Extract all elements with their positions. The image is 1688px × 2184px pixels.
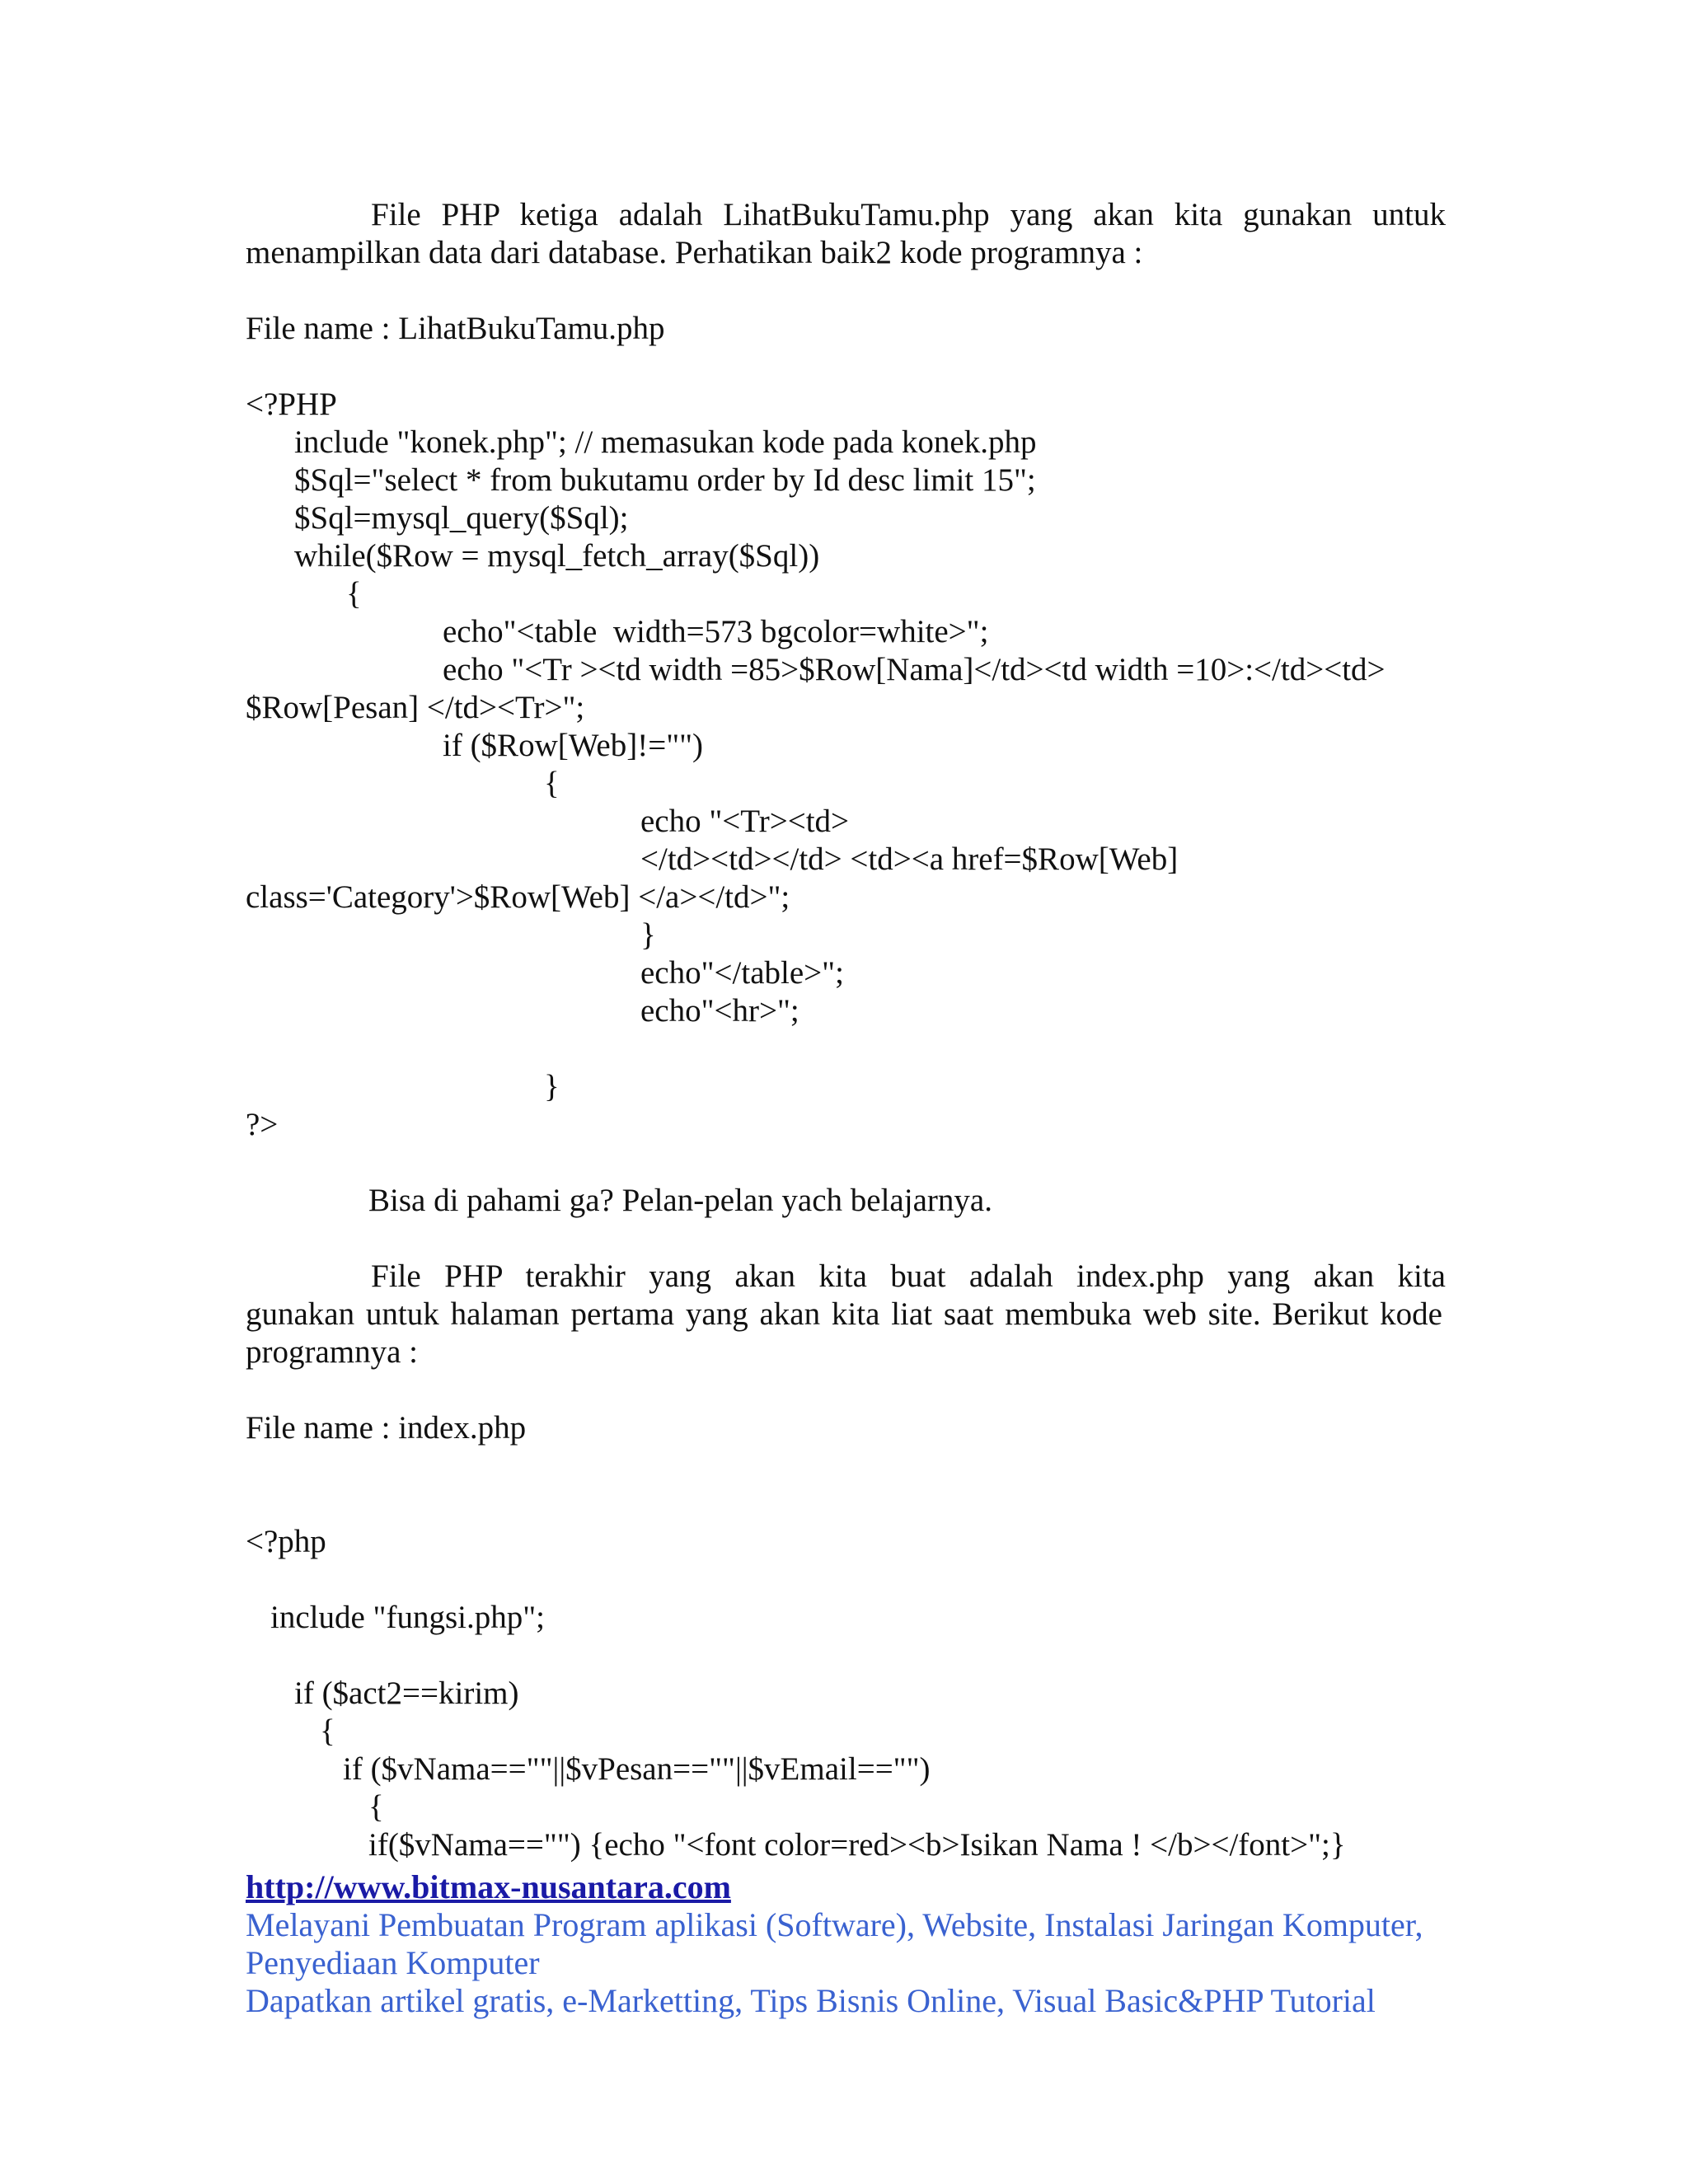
- code-line: include "konek.php"; // memasukan kode pada konek.php: [294, 424, 1037, 460]
- code-line: if ($vNama==""||$vPesan==""||$vEmail==""): [343, 1751, 931, 1787]
- code-line: echo"</table>";: [640, 955, 844, 991]
- code-line: if($vNama=="") {echo "<font color=red><b>Isikan Nama ! </b></font>";}: [368, 1827, 1346, 1863]
- footer-services-line-2: Penyediaan Komputer: [246, 1944, 540, 1981]
- middle-para-line-3: programnya :: [246, 1334, 419, 1370]
- middle-para-line-1: File PHP terakhir yang akan kita buat adalah index.php yang akan kita: [371, 1258, 1446, 1294]
- code-line: $Sql="select * from bukutamu order by Id desc limit 15";: [294, 462, 1036, 498]
- footer-website-link[interactable]: http://www.bitmax-nusantara.com: [246, 1868, 731, 1905]
- code-line: $Row[Pesan] </td><Tr>";: [246, 690, 585, 725]
- file1-label: File name : LihatBukuTamu.php: [246, 311, 665, 346]
- code-line: class='Category'>$Row[Web] </a></td>";: [246, 879, 790, 915]
- footer-services-line-1: Melayani Pembuatan Program aplikasi (Software), Website, Instalasi Jaringan Komputer,: [246, 1906, 1423, 1943]
- footer-tagline: Dapatkan artikel gratis, e-Marketting, Tips Bisnis Online, Visual Basic&PHP Tutorial: [246, 1982, 1376, 2019]
- code-line: echo"<hr>";: [640, 993, 799, 1029]
- code-line: <?PHP: [246, 387, 337, 422]
- code-line: {: [544, 766, 560, 801]
- code-line: </td><td></td> <td><a href=$Row[Web]: [640, 841, 1179, 877]
- code-line: if ($act2==kirim): [294, 1675, 519, 1711]
- code-line: while($Row = mysql_fetch_array($Sql)): [294, 538, 820, 574]
- code-line: {: [368, 1789, 384, 1825]
- code-line: {: [346, 576, 362, 612]
- code-line: include "fungsi.php";: [270, 1600, 545, 1635]
- code-line: <?php: [246, 1524, 326, 1559]
- middle-note: Bisa di pahami ga? Pelan-pelan yach belajarnya.: [368, 1183, 992, 1218]
- code-line: ?>: [246, 1107, 279, 1142]
- code-line: $Sql=mysql_query($Sql);: [294, 500, 629, 536]
- code-line: echo "<Tr ><td width =85>$Row[Nama]</td><td width =10>:</td><td>: [443, 652, 1386, 687]
- code-line: if ($Row[Web]!=""): [443, 728, 704, 763]
- intro-line-1: File PHP ketiga adalah LihatBukuTamu.php yang akan kita gunakan untuk: [371, 197, 1446, 232]
- middle-para-line-2: gunakan untuk halaman pertama yang akan kita liat saat membuka web site. Berikut kode: [246, 1296, 1442, 1332]
- code-line: echo "<Tr><td>: [640, 804, 850, 839]
- file2-label: File name : index.php: [246, 1410, 527, 1446]
- code-line: }: [544, 1069, 560, 1104]
- code-line: {: [320, 1713, 335, 1749]
- intro-line-2: menampilkan data dari database. Perhatikan baik2 kode programnya :: [246, 235, 1143, 270]
- code-line: }: [640, 917, 656, 953]
- code-line: echo"<table width=573 bgcolor=white>";: [443, 614, 989, 649]
